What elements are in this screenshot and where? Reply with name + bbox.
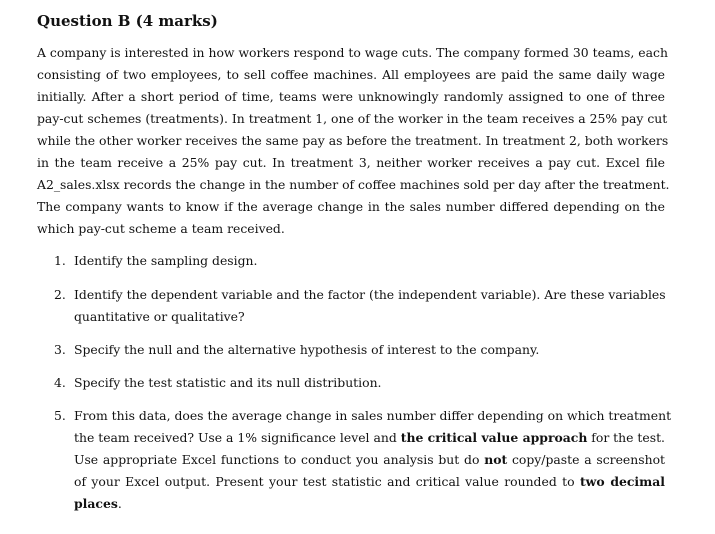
question-intro: [37, 42, 670, 240]
item-line: [74, 427, 665, 449]
item-text-run: for the test.: [587, 430, 665, 445]
intro-line: A2_sales.xlsx records the change in the number of coffee machines sold per day after the treatment.: [37, 177, 670, 192]
emphasis-not: not: [484, 452, 508, 467]
item-text: [74, 284, 665, 328]
item-number: 1.: [54, 253, 66, 268]
item-text-run: Use appropriate Excel functions to conduct you analysis but do: [74, 452, 485, 467]
item-line: [74, 471, 665, 493]
emphasis-places: places: [74, 496, 118, 511]
item-text-run: copy/paste a screenshot: [507, 452, 666, 467]
item-line: Specify the test statistic and its null distribution.: [74, 375, 382, 390]
intro-line: while the other worker receives the same pay as before the treatment. In treatment 2, both workers: [37, 133, 669, 148]
item-line: quantitative or qualitative?: [74, 309, 245, 324]
emphasis-critical-value: the critical value approach: [400, 430, 588, 445]
item-line: Specify the null and the alternative hypothesis of interest to the company.: [74, 342, 540, 357]
item-text-run: .: [117, 496, 122, 511]
item-text: [74, 339, 665, 361]
intro-line: initially. After a short period of time, teams were unknowingly randomly assigned to one of three: [37, 89, 665, 104]
intro-line: A company is interested in how workers respond to wage cuts. The company formed 30 teams, each: [37, 45, 668, 60]
intro-line: pay-cut schemes (treatments). In treatment 1, one of the worker in the team receives a 25% pay cut: [37, 111, 668, 126]
item-text: [74, 405, 672, 515]
emphasis-two-decimal: two decimal: [579, 474, 665, 489]
item-number: 2.: [54, 287, 66, 302]
item-line: Identify the dependent variable and the factor (the independent variable). Are these variables: [74, 287, 666, 302]
item-number: 5.: [54, 408, 66, 423]
item-text-run: of your Excel output. Present your test statistic and critical value rounded to: [74, 474, 580, 489]
item-number: 3.: [54, 342, 66, 357]
intro-line: in the team receive a 25% pay cut. In treatment 3, neither worker receives a pay cut. Excel file: [37, 155, 665, 170]
item-number: 4.: [54, 375, 66, 390]
item-text-run: the team received? Use a 1% significance level and: [74, 430, 401, 445]
intro-line: which pay-cut scheme a team received.: [37, 221, 285, 236]
intro-line: consisting of two employees, to sell coffee machines. All employees are paid the same daily wage: [37, 67, 665, 82]
question-title: Question B (4 marks): [37, 12, 218, 30]
item-line: Identify the sampling design.: [74, 253, 258, 268]
item-line: From this data, does the average change in sales number differ depending on which treatment: [74, 408, 672, 423]
intro-line: The company wants to know if the average change in the sales number differed depending on the: [37, 199, 665, 214]
item-line: [74, 493, 665, 515]
item-text: [74, 250, 665, 272]
item-line: [74, 449, 665, 471]
item-text: [74, 372, 665, 394]
